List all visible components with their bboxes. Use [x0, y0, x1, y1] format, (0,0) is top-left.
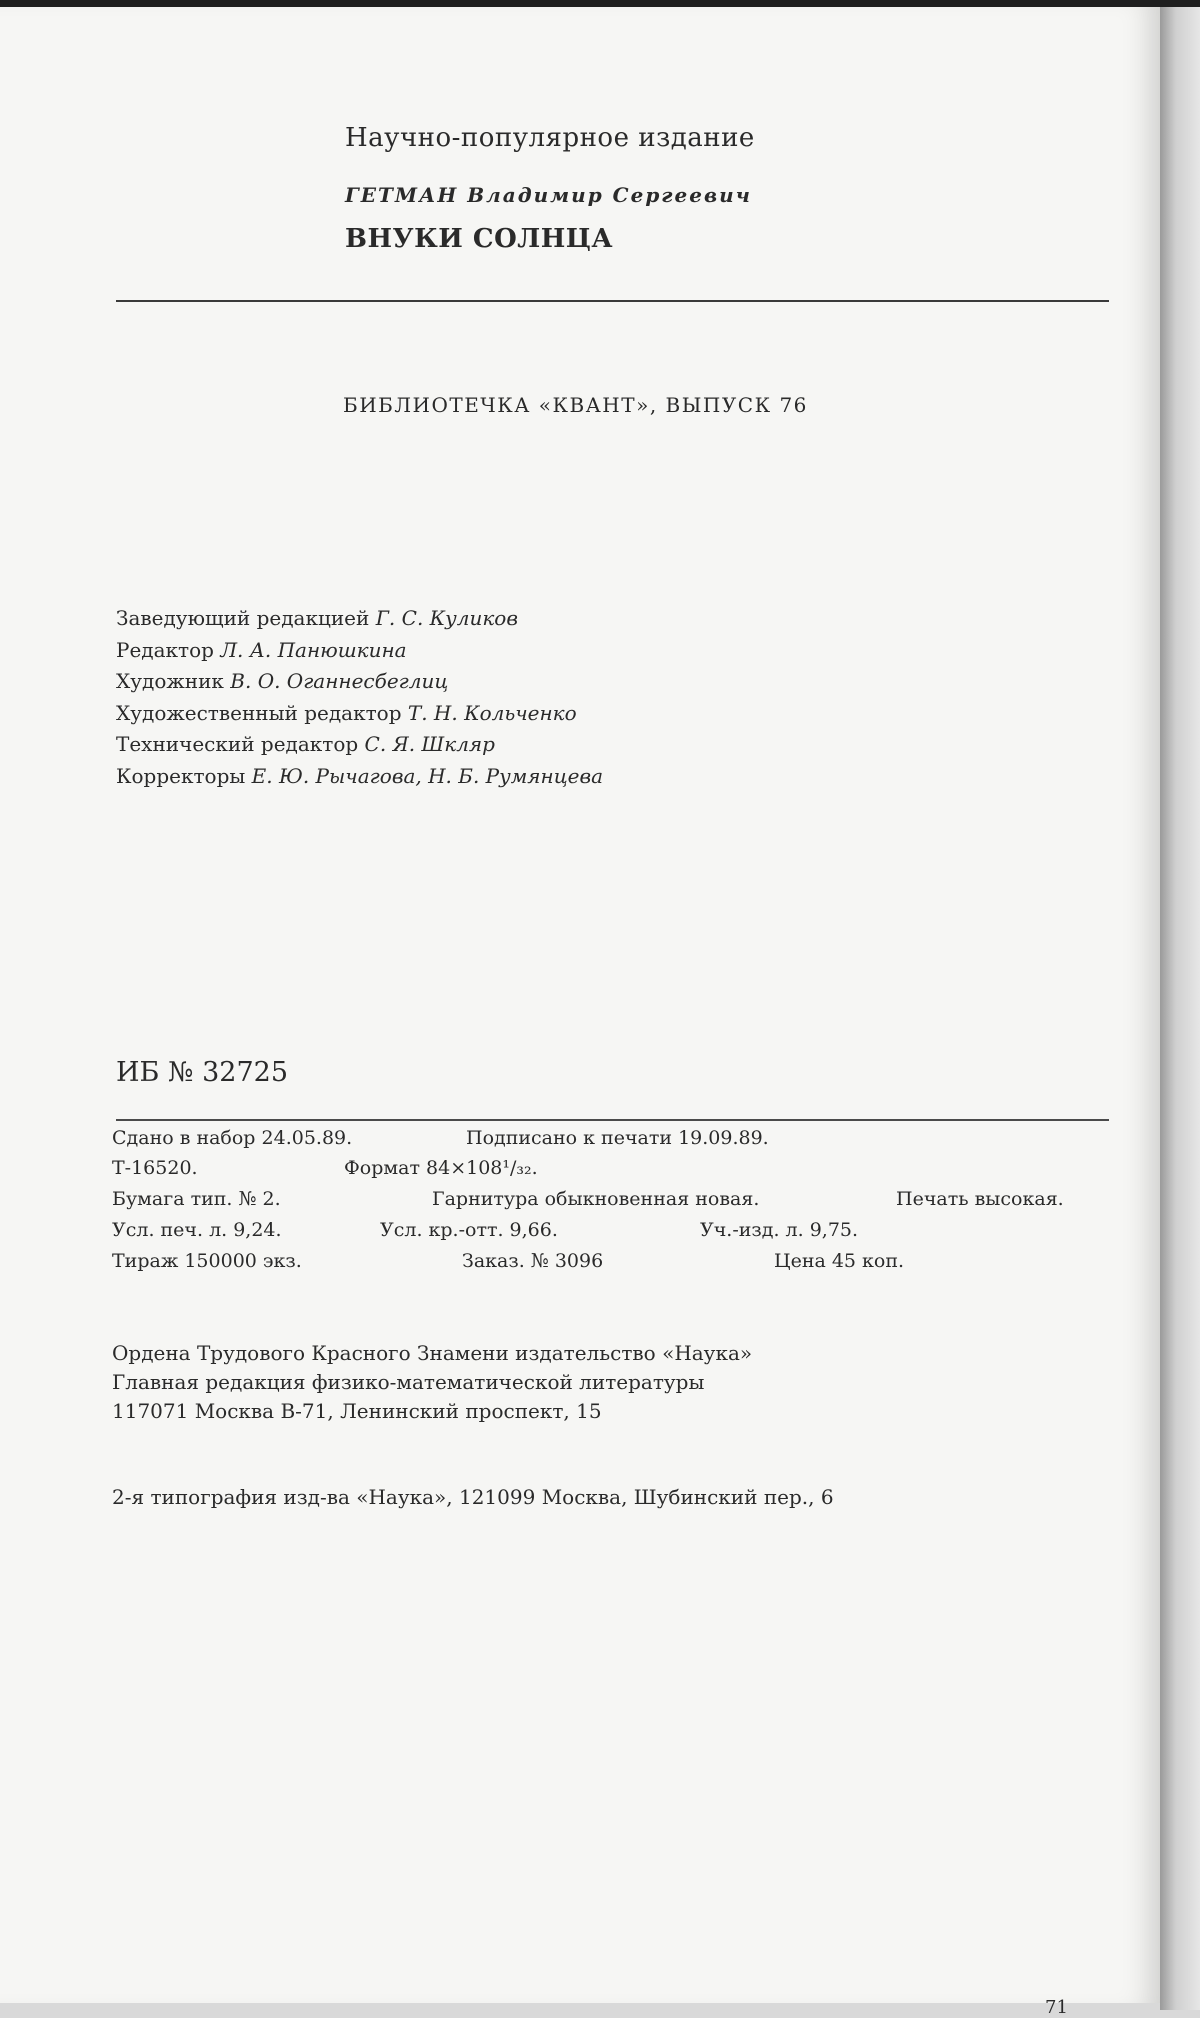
page-number: 71 — [1045, 1997, 1068, 2018]
imprint-divider — [116, 1119, 1109, 1121]
imprint-code: Т-16520. — [112, 1157, 198, 1179]
staff-line — [116, 603, 603, 635]
imprint-price: Цена 45 коп. — [774, 1250, 905, 1272]
staff-name: Е. Ю. Рычагова, Н. Б. Румянцева — [251, 763, 604, 788]
imprint-pub-sheets: Уч.-изд. л. 9,75. — [700, 1219, 859, 1241]
staff-line — [116, 635, 603, 667]
ib-number: ИБ № 32725 — [116, 1057, 288, 1088]
imprint-paper: Бумага тип. № 2. — [112, 1188, 281, 1210]
staff-role: Технический редактор — [116, 732, 359, 756]
publisher-block — [112, 1339, 752, 1426]
staff-list — [116, 603, 603, 792]
staff-line — [116, 666, 603, 698]
staff-line — [116, 698, 603, 730]
book-page — [0, 7, 1160, 2018]
book-title: ВНУКИ СОЛНЦА — [345, 224, 614, 254]
title-divider — [116, 300, 1109, 302]
staff-role: Корректоры — [116, 763, 246, 788]
staff-name: Г. С. Куликов — [375, 606, 518, 630]
top-edge-bar — [0, 0, 1200, 7]
imprint-order: Заказ. № 3096 — [462, 1250, 604, 1272]
staff-role: Редактор — [116, 637, 214, 662]
imprint-format: Формат 84×108¹/₃₂. — [344, 1157, 538, 1179]
staff-line — [116, 761, 603, 793]
imprint-run: Тираж 150000 экз. — [112, 1250, 302, 1272]
printer-line: 2-я типография изд-ва «Наука», 121099 Москва, Шубинский пер., 6 — [112, 1485, 834, 1509]
series-label: БИБЛИОТЕЧКА «КВАНТ», ВЫПУСК 76 — [343, 393, 808, 417]
staff-name: Л. А. Панюшкина — [220, 637, 407, 662]
staff-role: Художник — [116, 669, 224, 693]
staff-name: Т. Н. Кольченко — [407, 700, 577, 725]
imprint-color-prints: Усл. кр.-отт. 9,66. — [380, 1219, 558, 1241]
staff-name: С. Я. Шкляр — [364, 732, 495, 756]
genre-label: Научно-популярное издание — [345, 123, 755, 153]
imprint-signed: Подписано к печати 19.09.89. — [466, 1127, 769, 1149]
imprint-typeface: Гарнитура обыкновенная новая. — [432, 1188, 760, 1210]
imprint-sent: Сдано в набор 24.05.89. — [112, 1127, 353, 1149]
staff-line — [116, 729, 603, 761]
staff-name: В. О. Оганнесбеглиц — [230, 669, 449, 693]
publisher-line: Главная редакция физико-математической литературы — [112, 1370, 705, 1394]
book-spine-shadow — [1160, 7, 1200, 2010]
imprint-printing: Печать высокая. — [896, 1188, 1064, 1210]
author-name: ГЕТМАН Владимир Сергеевич — [345, 183, 752, 207]
imprint-conv-sheets: Усл. печ. л. 9,24. — [112, 1219, 282, 1241]
publisher-line: Ордена Трудового Красного Знамени издательство «Наука» — [112, 1341, 753, 1365]
publisher-line: 117071 Москва В-71, Ленинский проспект, 15 — [112, 1399, 602, 1423]
staff-role: Художественный редактор — [116, 700, 402, 725]
staff-role: Заведующий редакцией — [116, 606, 370, 630]
